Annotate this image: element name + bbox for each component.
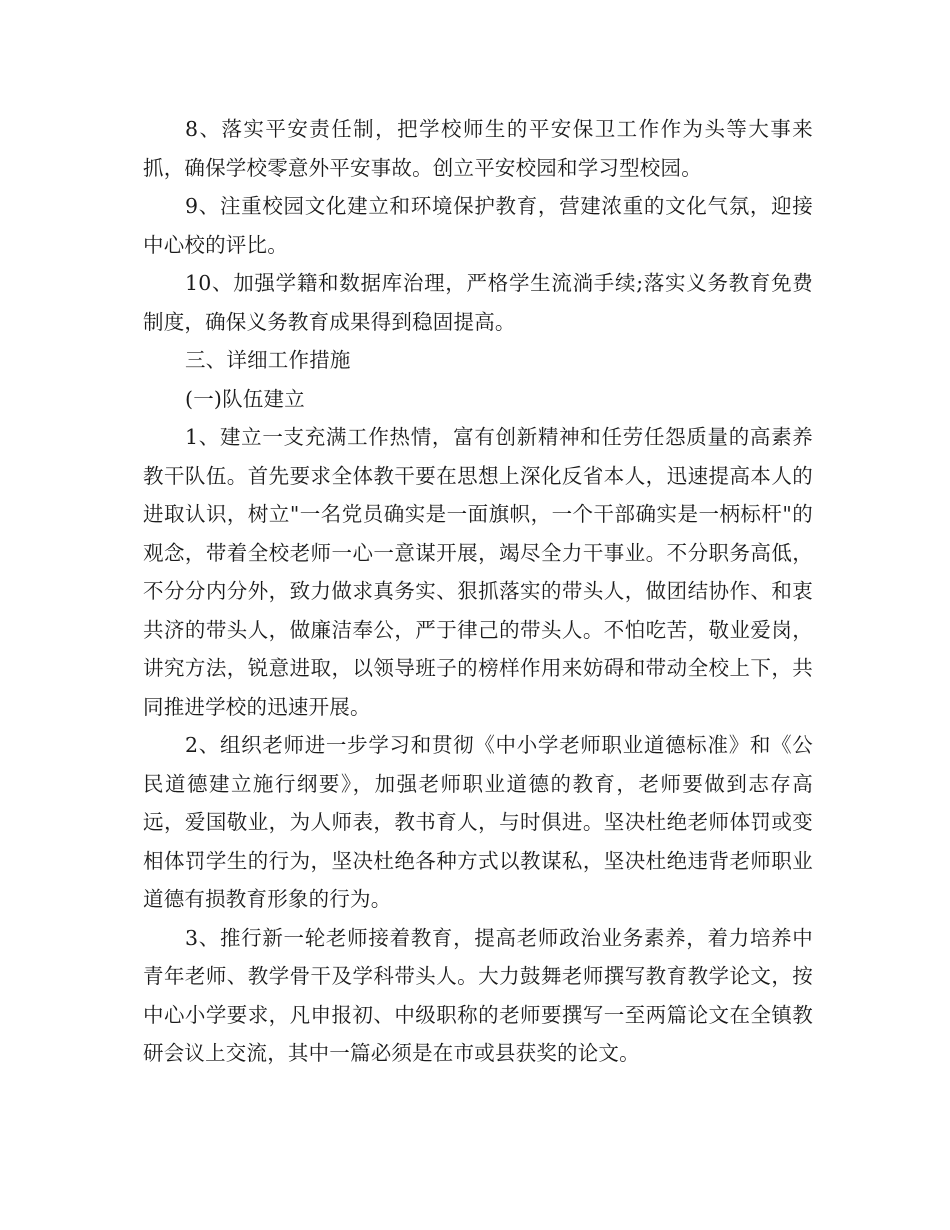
measure-item-3: 3、推行新一轮老师接着教育，提高老师政治业务素养，着力培养中青年老师、教学骨干及学科带头人。大力鼓舞老师撰写教育教学论文，按中心小学要求，凡申报初、中级职称的老师要撰写一至两篇论文在全镇教研会议上交流，其中一篇必须是在市或县获奖的论文。 (143, 925, 813, 1065)
subsection-heading: (一)队伍建立 (185, 386, 305, 411)
paragraph-item-9: 9、注重校园文化建立和环境保护教育，营建浓重的文化气氛，迎接中心校的评比。 (143, 194, 813, 257)
section-heading: 三、详细工作措施 (185, 348, 351, 372)
paragraph-item-8: 8、落实平安责任制，把学校师生的平安保卫工作作为头等大事来抓，确保学校零意外平安事故。创立平安校园和学习型校园。 (143, 117, 813, 180)
measure-item-2: 2、组织老师进一步学习和贯彻《中小学老师职业道德标准》和《公民道德建立施行纲要》，加强老师职业道德的教育，老师要做到志存高远，爱国敬业，为人师表，教书育人，与时俱进。坚决杜绝老师体罚或变相体罚学生的行为，坚决杜绝各种方式以教谋私，坚决杜绝违背老师职业道德有损教育形象的行为。 (143, 733, 813, 911)
document-page (143, 110, 813, 1073)
paragraph-item-10: 10、加强学籍和数据库治理，严格学生流淌手续;落实义务教育免费制度，确保义务教育成果得到稳固提高。 (143, 271, 813, 334)
measure-item-1: 1、建立一支充满工作热情，富有创新精神和任劳任怨质量的高素养教干队伍。首先要求全体教干要在思想上深化反省本人，迅速提高本人的进取认识，树立"一名党员确实是一面旗帜，一个干部确实是一柄标杆"的观念，带着全校老师一心一意谋开展，竭尽全力干事业。不分职务高低，不分分内分外，致力做求真务实、狠抓落实的带头人，做团结协作、和衷共济的带头人，做廉洁奉公，严于律己的带头人。不怕吃苦，敬业爱岗，讲究方法，锐意进取，以领导班子的榜样作用来妨碍和带动全校上下，共同推进学校的迅速开展。 (143, 425, 813, 719)
